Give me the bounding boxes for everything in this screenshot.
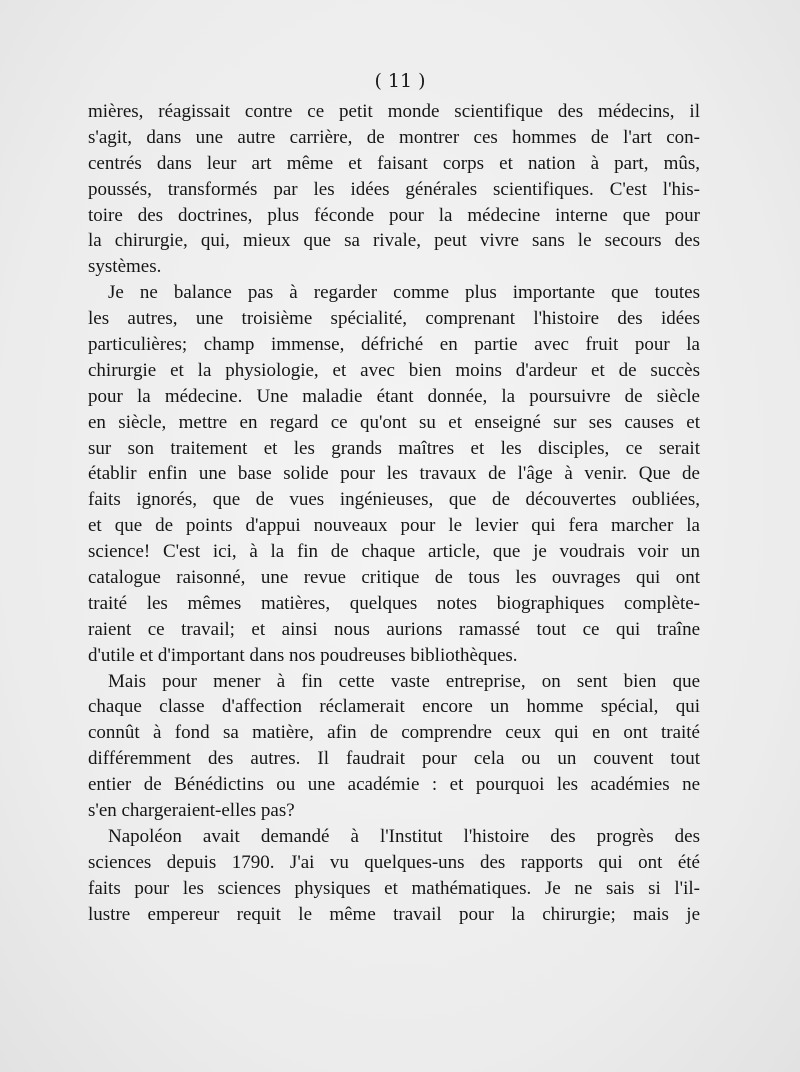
- text-line: différemment des autres. Il faudrait pour cela ou un couvent tout: [88, 748, 700, 770]
- text-line: particulières; champ immense, défriché en partie avec fruit pour la: [88, 334, 700, 356]
- text-line: en siècle, mettre en regard ce qu'ont su et enseigné sur ses causes et: [88, 411, 700, 433]
- text-line: connût à fond sa matière, afin de comprendre ceux qui en ont traité: [88, 722, 700, 744]
- text-line: d'utile et d'important dans nos poudreuses bibliothèques.: [88, 644, 518, 666]
- text-line: Je ne balance pas à regarder comme plus importante que toutes: [108, 282, 700, 304]
- text-line: sciences depuis 1790. J'ai vu quelques-uns des rapports qui ont été: [88, 851, 700, 873]
- text-line: la chirurgie, qui, mieux que sa rivale, peut vivre sans le secours des: [88, 230, 700, 252]
- text-line: centrés dans leur art même et faisant corps et nation à part, mûs,: [88, 152, 700, 174]
- text-line: entier de Bénédictins ou une académie : et pourquoi les académies ne: [88, 774, 700, 796]
- text-line: les autres, une troisième spécialité, comprenant l'histoire des idées: [88, 308, 700, 330]
- body-text: [88, 99, 700, 928]
- text-line: lustre empereur requit le même travail pour la chirurgie; mais je: [88, 903, 700, 925]
- text-line: Mais pour mener à fin cette vaste entreprise, on sent bien que: [108, 670, 700, 692]
- text-line: s'en chargeraient-elles pas?: [88, 800, 295, 822]
- text-line: faits ignorés, que de vues ingénieuses, que de découvertes oubliées,: [88, 489, 700, 511]
- text-line: science! C'est ici, à la fin de chaque article, que je voudrais voir un: [88, 541, 700, 563]
- text-line: faits pour les sciences physiques et mathématiques. Je ne sais si l'il-: [88, 877, 700, 899]
- text-line: et que de points d'appui nouveaux pour le levier qui fera marcher la: [88, 515, 700, 537]
- page-number: ( 11 ): [374, 70, 426, 92]
- text-line: chaque classe d'affection réclamerait encore un homme spécial, qui: [88, 696, 700, 718]
- text-line: Napoléon avait demandé à l'Institut l'histoire des progrès des: [108, 825, 700, 847]
- text-line: raient ce travail; et ainsi nous aurions ramassé tout ce qui traîne: [88, 618, 700, 640]
- text-line: catalogue raisonné, une revue critique de tous les ouvrages qui ont: [88, 567, 700, 589]
- text-line: chirurgie et la physiologie, et avec bien moins d'ardeur et de succès: [88, 359, 700, 381]
- text-line: s'agit, dans une autre carrière, de montrer ces hommes de l'art con-: [88, 126, 700, 148]
- text-line: pour la médecine. Une maladie étant donnée, la poursuivre de siècle: [88, 385, 700, 407]
- text-line: toire des doctrines, plus féconde pour la médecine interne que pour: [88, 204, 700, 226]
- text-line: mières, réagissait contre ce petit monde scientifique des médecins, il: [88, 101, 700, 122]
- text-line: traité les mêmes matières, quelques notes biographiques complète-: [88, 592, 700, 614]
- text-line: sur son traitement et les grands maîtres et les disciples, ce serait: [88, 437, 700, 459]
- text-line: établir enfin une base solide pour les travaux de l'âge à venir. Que de: [88, 463, 700, 485]
- text-line: poussés, transformés par les idées générales scientifiques. C'est l'his-: [88, 178, 700, 200]
- text-line: systèmes.: [88, 256, 162, 278]
